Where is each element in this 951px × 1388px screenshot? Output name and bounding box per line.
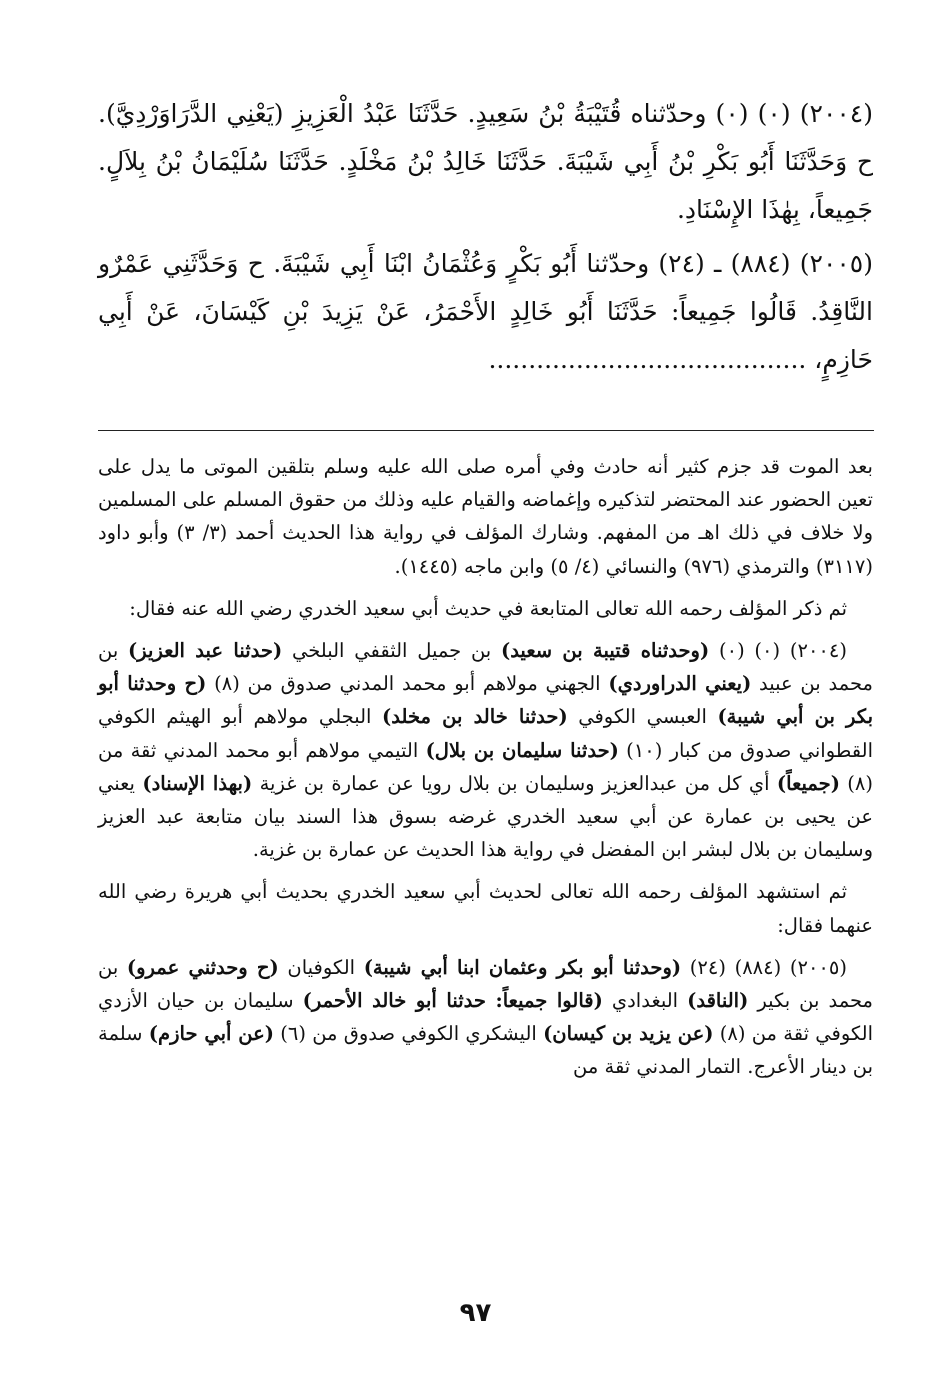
commentary-5-seg-b: (وحدثنا أبو بكر وعثمان ابنا أبي شيبة) bbox=[363, 955, 682, 979]
commentary-5-seg-e: بن محمد بن بكير bbox=[98, 955, 873, 1013]
commentary-1-text: بعد الموت قد جزم كثير أنه حادث وفي أمره صلى الله عليه وسلم بتلقين الموتى ما يدل على تعين الحضور عند المحتضر لتذكيره وإغماضه والقيام عليه وذلك من حقوق المسلم على المسلمين ولا خلاف في ذلك اهـ من المفهم. وشارك المؤلف في رواية هذا الحديث أحمد (٣/ ٣) وأبو داود (٣١١٧) والترمذي (٩٧٦) والنسائي (٤/ ٥) وابن ماجه (١٤٤٥). bbox=[98, 455, 873, 578]
commentary-block bbox=[98, 450, 873, 1093]
commentary-5-seg-m: سلمة بن دينار الأعرج. التمار المدني ثقة من bbox=[98, 1022, 873, 1079]
page-number: ٩٧ bbox=[459, 1298, 492, 1328]
commentary-3-seg-f: (يعني الدراوردي) bbox=[608, 672, 752, 696]
commentary-5-seg-a: (٢٠٠٥) (٨٨٤) (٢٤) bbox=[681, 955, 847, 979]
hadith-2005-text: (٢٠٠٥) (٨٨٤) ـ (٢٤) وحدّثنا أَبُو بَكْرٍ وَعُثْمَانُ ابْنَا أَبِي شَيْبَةَ. ح وَحَدَّثَنِي عَمْرٌو النَّاقِدُ. قَالُوا جَمِيعاً: حَدَّثَنَا أَبُو خَالِدٍ الأَحْمَرُ، عَنْ يَزِيدَ بْنِ كَيْسَانَ، عَنْ أَبِي حَازِمٍ، bbox=[98, 249, 873, 374]
commentary-5-seg-i: سليمان بن حيان الأزدي الكوفي ثقة من (٨) bbox=[98, 989, 874, 1046]
commentary-3-seg-l: (حدثنا سليمان بن بلال) bbox=[425, 738, 619, 762]
commentary-3-seg-k: البجلي مولاهم أبو الهيثم الكوفي القطواني صدوق من كبار (١٠) bbox=[98, 705, 874, 762]
commentary-5-seg-l: (عن أبي حازم) bbox=[148, 1022, 274, 1046]
commentary-5-seg-f: (الناقد) bbox=[687, 989, 749, 1013]
hadith-2004-text: (٢٠٠٤) (٠) (٠) وحدّثناه قُتَيْبَةُ بْنُ سَعِيدٍ. حَدَّثَنَا عَبْدُ الْعَزِيزِ (يَعْنِي الدَّرَاوَرْدِيَّ). ح وَحَدَّثَنَا أَبُو بَكْرِ بْنُ أَبِي شَيْبَةَ. حَدَّثَنَا خَالِدُ بْنُ مَخْلَدٍ. حَدَّثَنَا سُلَيْمَانُ بْنُ بِلاَلٍ. جَمِيعاً، بِهٰذَا الإِسْنَادِ. bbox=[98, 99, 873, 224]
commentary-paragraph-4 bbox=[98, 875, 873, 941]
commentary-3-seg-j: (حدثنا خالد بن مخلد) bbox=[382, 705, 568, 729]
commentary-3-seg-i: العبسي الكوفي bbox=[567, 705, 718, 729]
footnote-separator-line bbox=[98, 430, 874, 431]
commentary-paragraph-2 bbox=[98, 592, 873, 625]
commentary-5-seg-h: (قالوا جميعاً: حدثنا أبو خالد الأحمر) bbox=[302, 989, 603, 1013]
commentary-3-seg-d: (حدثنا عبد العزيز) bbox=[128, 639, 283, 663]
commentary-5-seg-k: اليشكري الكوفي صدوق من (٦) bbox=[273, 1022, 544, 1046]
commentary-3-seg-q: يعني عن يحيى بن عمارة عن أبي سعيد الخدري غرضه بسوق هذا السند بيان متابعة عبد العزيز وسليمان بن بلال لبشر ابن المفضل في رواية هذا الحديث عن عمارة بن غزية. bbox=[98, 771, 873, 862]
hadith-text-block bbox=[98, 90, 873, 390]
commentary-3-seg-b: (وحدثناه قتيبة بن سعيد) bbox=[500, 639, 710, 663]
hadith-paragraph-2005 bbox=[98, 240, 873, 384]
commentary-paragraph-1 bbox=[98, 450, 873, 583]
commentary-paragraph-5 bbox=[98, 951, 873, 1084]
commentary-3-seg-h: (ح وحدثنا أبو بكر بن أبي شيبة) bbox=[98, 672, 874, 729]
commentary-3-seg-a: (٢٠٠٤) (٠) (٠) bbox=[709, 639, 847, 663]
commentary-5-seg-d: (ح وحدثني عمرو) bbox=[126, 955, 279, 979]
commentary-3-seg-c: بن جميل الثقفي البلخي bbox=[282, 639, 501, 663]
commentary-3-seg-m: التيمي مولاهم أبو محمد المدني ثقة من (٨) bbox=[98, 738, 873, 795]
commentary-5-seg-g: البغدادي bbox=[602, 989, 688, 1013]
commentary-5-seg-c: الكوفيان bbox=[278, 955, 364, 979]
hadith-paragraph-2004 bbox=[98, 90, 873, 234]
commentary-3-seg-e: بن محمد بن عبيد bbox=[98, 639, 873, 696]
commentary-paragraph-3 bbox=[98, 634, 873, 866]
commentary-2-text: ثم ذكر المؤلف رحمه الله تعالى المتابعة في حديث أبي سعيد الخدري رضي الله عنه فقال: bbox=[129, 596, 847, 620]
commentary-5-seg-j: (عن يزيد بن كيسان) bbox=[543, 1022, 714, 1046]
commentary-3-seg-o: أي كل من عبدالعزيز وسليمان بن بلال رويا عن عمارة بن غزية bbox=[252, 771, 777, 795]
commentary-3-seg-p: (بهذا الإسناد) bbox=[142, 771, 253, 795]
commentary-3-seg-n: (جميعاً) bbox=[776, 771, 840, 795]
commentary-3-seg-g: الجهني مولاهم أبو محمد المدني صدوق من (٨) bbox=[206, 672, 609, 696]
continuation-dots: ........................................ bbox=[488, 345, 807, 374]
commentary-4-text: ثم استشهد المؤلف رحمه الله تعالى لحديث أبي سعيد الخدري بحديث أبي هريرة رضي الله عنهما فقال: bbox=[98, 880, 873, 937]
